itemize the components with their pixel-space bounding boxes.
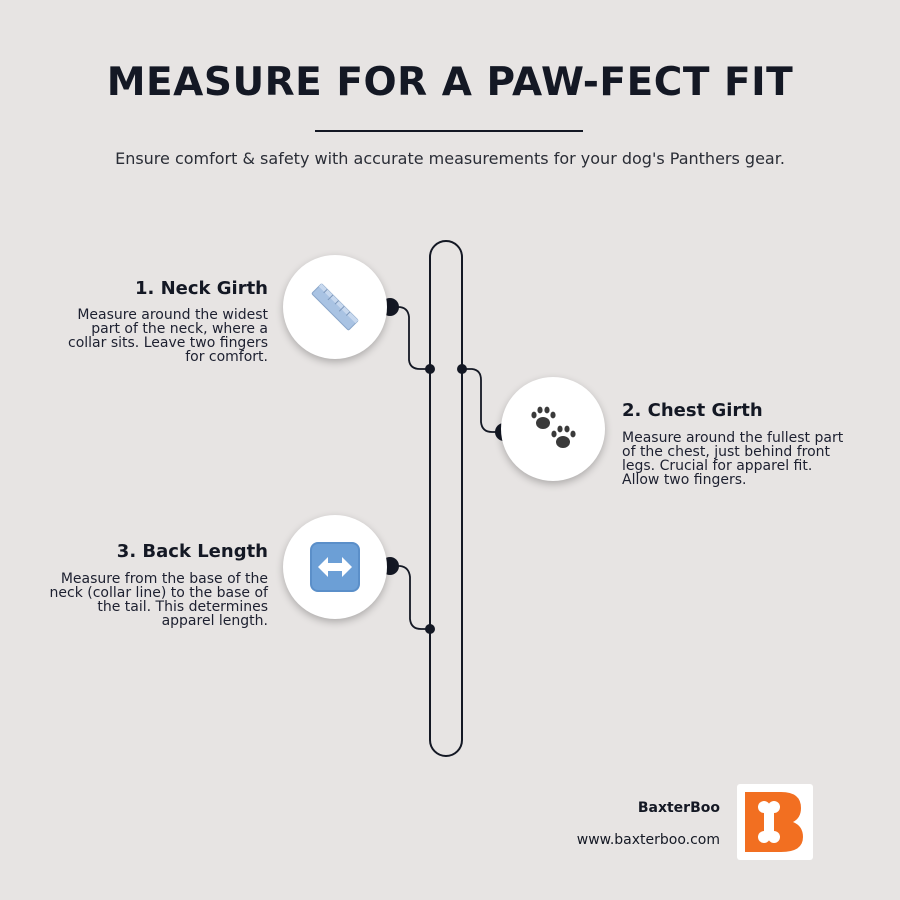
neck-connector-line — [390, 307, 430, 369]
chest-junction-dot — [457, 364, 467, 374]
left-right-arrow-icon — [308, 540, 362, 594]
chest-icon-badge — [501, 377, 605, 481]
neck-junction-dot — [425, 364, 435, 374]
back-junction-dot — [425, 624, 435, 634]
paw-prints-icon — [525, 401, 581, 457]
back-connector-line — [390, 566, 430, 629]
back-length-description: Measure from the base of the neck (collar line) to the base of the tail. This determines apparel length. — [49, 571, 268, 629]
bone-icon — [741, 788, 809, 856]
neck-girth-title: 1. Neck Girth — [134, 278, 268, 299]
page-title: MEASURE FOR A PAW-FECT FIT — [106, 60, 794, 105]
brand-name: BaxterBoo — [637, 800, 720, 816]
chest-connector-line — [462, 369, 504, 432]
brand-url[interactable]: www.baxterboo.com — [576, 832, 720, 848]
neck-icon-badge — [283, 255, 387, 359]
chest-girth-title: 2. Chest Girth — [622, 400, 763, 421]
ruler-icon — [305, 277, 365, 337]
neck-girth-description: Measure around the widest part of the neck, where a collar sits. Leave two fingers for comfort. — [68, 307, 268, 365]
brand-logo — [737, 784, 813, 860]
back-length-title: 3. Back Length — [116, 541, 268, 562]
page-subtitle: Ensure comfort & safety with accurate measurements for your dog's Panthers gear. — [115, 149, 785, 168]
chest-girth-description: Measure around the fullest part of the chest, just behind front legs. Crucial for apparel fit. Allow two fingers. — [622, 430, 844, 488]
back-icon-badge — [283, 515, 387, 619]
body-outline — [430, 241, 462, 756]
